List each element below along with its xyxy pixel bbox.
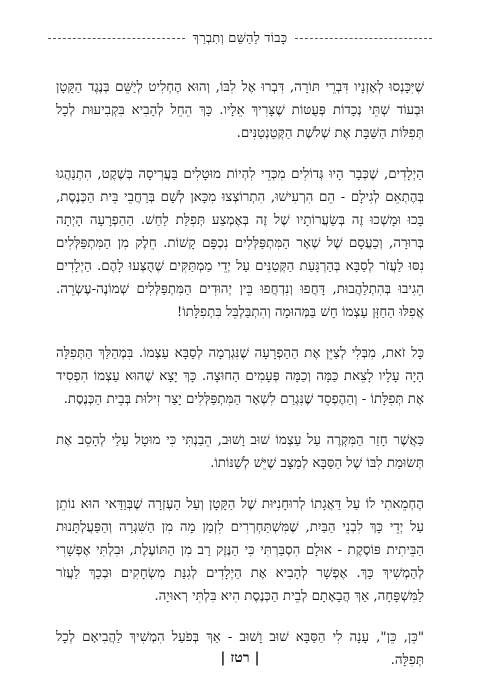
paragraph-1: שֶׁיִּכָּנְסוּ לְאָזְנָיו דִּבְרֵי תּוֹרָה, דִּבְרוּ אֶל לִבּוֹ, וְהוּא הֶחְלִיט לְיַשֵּׁם בְּנֶגֶד הַקָּטָן וּבְעוֹד שְׁתֵּי נְכָדוֹת פְּעֻטּוֹת שֶׁצָּרִיךְ אֵלָיו. כָּךְ הֵחֵל לְהָבִיא בִּקְבִיעוּת לְכָל תְּפִלּוֹת הַשַּׁבָּת אֶת שְׁלֹשֶׁת הַקְּטַנְטַנִּים. (56, 80, 424, 141)
header-rule-right (295, 38, 432, 39)
header-rule-left (48, 38, 185, 39)
body-text (56, 76, 424, 690)
paragraph-5: הֶחְמֵאתִי לוֹ עַל דַּאֲגָתוֹ לְרוּחָנִיּוּת שֶׁל הַקָּטָן וְעַל הָעֶזְרָה שֶׁבְּוַדַּאי הוּא נוֹתֵן עַל יְדֵי כָּךְ לִבְנֵי הַבַּיִת, שֶׁמִּשְׁתַּחְרְרִים לִזְמַן מָה מִן הַשִּׁגְרָה וְהַפַּעֲלְתָּנוּת הַבֵּיתִית פּוֹסֶקֶת - אוּלָם הִסְבַּרְתִּי כִּי הַנֶּזֶק רַב מִן הַתּוֹעֶלֶת, וּבִלְתִּי אֶפְשָׁרִי לְהַמְשִׁיךְ כָּךְ. אֶפְשָׁר לְהָבִיא אֶת הַיְלָדִים לְגִנַּת מִשְׂחָקִים וּבְכָךְ לַעֲזֹר לַמִּשְׁפָּחָה, אַךְ הֲבָאָתָם לְבֵית הַכְּנֶסֶת הִיא בִּלְתִּי רְאוּיָה. (56, 497, 424, 604)
page-number: | רטז | (220, 650, 260, 666)
paragraph-3: כָּל זֹאת, מִבְּלִי לְצַיֵּן אֶת הַהַפְרָעָה שֶׁנִּגְרְמָה לְסַבָּא עַצְמוֹ. בִּמְהַלַּךְ הַתְּפִלָּה הָיָה עָלָיו לָצֵאת כַּמָּה וְכַמָּה פְּעָמִים הַחוּצָה. כָּךְ יָצָא שֶׁהוּא עַצְמוֹ הִפְסִיד אֶת תְּפִלָּתוֹ - וְהַהֶפְסֵד שֶׁנִּגְרַם לִשְׁאָר הַמִּתְפַּלְּלִים יָצַר זִילוּת בְּבֵית הַכְּנֶסֶת. (56, 346, 424, 407)
running-header (48, 30, 432, 46)
paragraph-4: כַּאֲשֶׁר חָזַר הַמִּקְרֶה עַל עַצְמוֹ שׁוּב וָשׁוּב, הֵבַנְתִּי כִּי מוּטָל עָלַי לְהָסֵב אֶת תְּשׂוּמַת לִבּוֹ שֶׁל הַסַּבָּא לְמַצָּב שֶׁיֵּשׁ לְשַׁנּוֹתוֹ. (56, 433, 424, 471)
paragraph-2: הַיְלָדִים, שֶׁכְּבָר הָיוּ גְּדוֹלִים מִכְּדֵי לִהְיוֹת מוּטָלִים בַּעֲרִיסָה בְּשֶׁקֶט, הִתְנַהֲגוּ בְּהֶתְאֵם לְגִילָם - הֵם הִרְעִישׁוּ, הִתְרוֹצְצוּ מִכָּאן לְשָׁם בְּרַחֲבֵי בֵּית הַכְּנֶסֶת, בָּכוּ וּמָשְׁכוּ זֶה בְּשַׂעֲרוֹתָיו שֶׁל זֶה בְּאֶמְצַע תְּפִלַּת לַחַשׁ. הַהַפְרָעָה הָיְתָה בְּרוּרָה, וְכַעֲסָם שֶׁל שְׁאָר הַמִּתְפַּלְּלִים נִכְפָּם קָשׁוֹת. חֵלֶק מִן הַמִּתְפַּלְּלִים נִסּוּ לַעֲזֹר לְסַבָּא בְּהַרְגָּעַת הַקְּטַנִּים עַל יְדֵי מַמְתַּקִּים שֶׁהֻצְּעוּ לָהֶם. הַיְלָדִים הֵגִיבוּ בְּהִתְלַהֲבוּת, דָּחֲפוּ וְנִדְחֲפוּ בֵּין יְהוּדִים הַמִּתְפַּלְּלִים שְׁמוֹנֶה-עֶשְׂרֵה. אֲפִלּוּ הַחַזָּן עַצְמוֹ חָשׁ בַּמְּהוּמָה וְהִתְבַּלְבֵּל בִּתְפִלָּתוֹ! (56, 167, 424, 320)
paragraph-6: "כֵּן, כֵּן", עָנָה לִי הַסַּבָּא שׁוּב וָשׁוּב - אַךְ בְּפֹעַל הִמְשִׁיךְ לַהֲבִיאָם לְכָל תְּפִלָּה. (56, 630, 424, 668)
running-header-title: כָּבוֹד לַהַשֵּׁם וְתִבְרַךְ (192, 31, 288, 46)
